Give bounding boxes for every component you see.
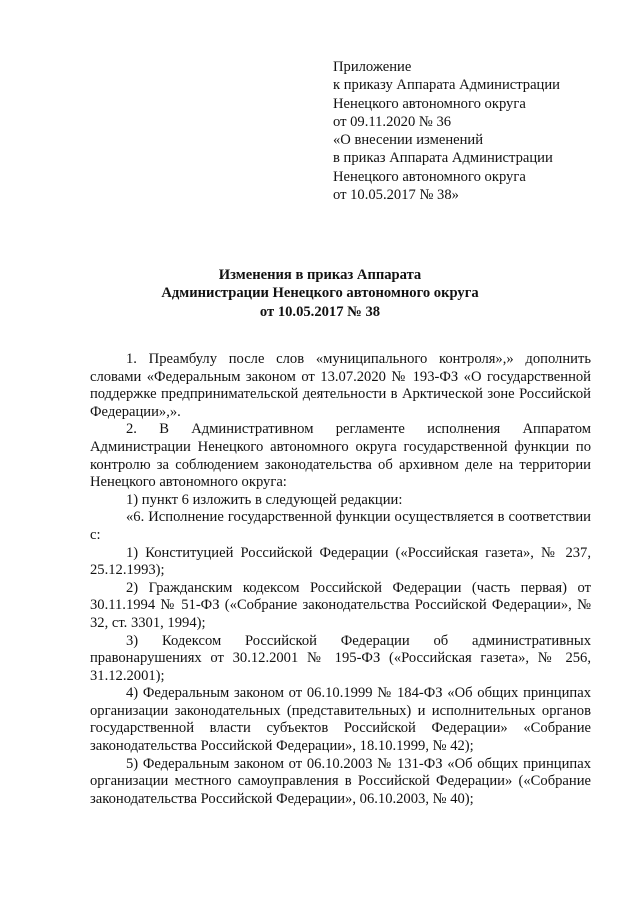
appendix-header xyxy=(333,58,560,204)
title-line: от 10.05.2017 № 38 xyxy=(259,303,381,320)
paragraph: 1. Преамбулу после слов «муниципального контроля»,» дополнить словами «Федеральным законом от 13.07.2020 № 193-ФЗ «О государственной поддержке предпринимательской деятельности в Арктической зоне Российской Федерации»,». xyxy=(90,351,591,420)
appendix-line: от 09.11.2020 № 36 xyxy=(333,113,452,130)
appendix-line: к приказу Аппарата Администрации xyxy=(333,77,560,94)
appendix-line: в приказ Аппарата Администрации xyxy=(333,150,553,167)
paragraph: 2. В Административном регламенте исполнения Аппаратом Администрации Ненецкого автономного округа государственной функции по контролю за соблюдением законодательства об архивном деле на территории Ненецкого автономного округа: xyxy=(90,421,591,491)
appendix-line: «О внесении изменений xyxy=(333,132,484,149)
appendix-line: Приложение xyxy=(333,59,412,75)
appendix-line: от 10.05.2017 № 38» xyxy=(333,187,459,204)
document-body xyxy=(90,351,591,808)
paragraph: 3) Кодексом Российской Федерации об административных правонарушениях от 30.12.2001 № 195-ФЗ («Российская газета», № 256, 31.12.2001); xyxy=(90,632,591,684)
document-title xyxy=(0,266,640,321)
appendix-line: Ненецкого автономного округа xyxy=(333,95,526,112)
paragraph: 2) Гражданским кодексом Российской Федерации (часть первая) от 30.11.1994 № 51-ФЗ («Собрание законодательства Российской Федерации», № 32, ст. 3301, 1994); xyxy=(90,579,591,631)
title-line: Администрации Ненецкого автономного округа xyxy=(161,285,479,302)
title-line: Изменения в приказ Аппарата xyxy=(218,267,422,283)
paragraph: 1) Конституцией Российской Федерации («Российская газета», № 237, 25.12.1993); xyxy=(90,544,591,579)
paragraph: «6. Исполнение государственной функции осуществляется в соответствии с: xyxy=(90,509,591,543)
paragraph: 4) Федеральным законом от 06.10.1999 № 184-ФЗ «Об общих принципах организации законодательных (представительных) и исполнительных органов государственной власти субъектов Российской Федерации» «Собрание законодательства Российской Федерации», 18.10.1999, № 42); xyxy=(90,685,591,755)
paragraph: 1) пункт 6 изложить в следующей редакции: xyxy=(126,491,403,508)
appendix-line: Ненецкого автономного округа xyxy=(333,168,526,185)
paragraph: 5) Федеральным законом от 06.10.2003 № 131-ФЗ «Об общих принципах организации местного самоуправления в Российской Федерации» («Собрание законодательства Российской Федерации», 06.10.2003, № 40); xyxy=(90,755,591,807)
